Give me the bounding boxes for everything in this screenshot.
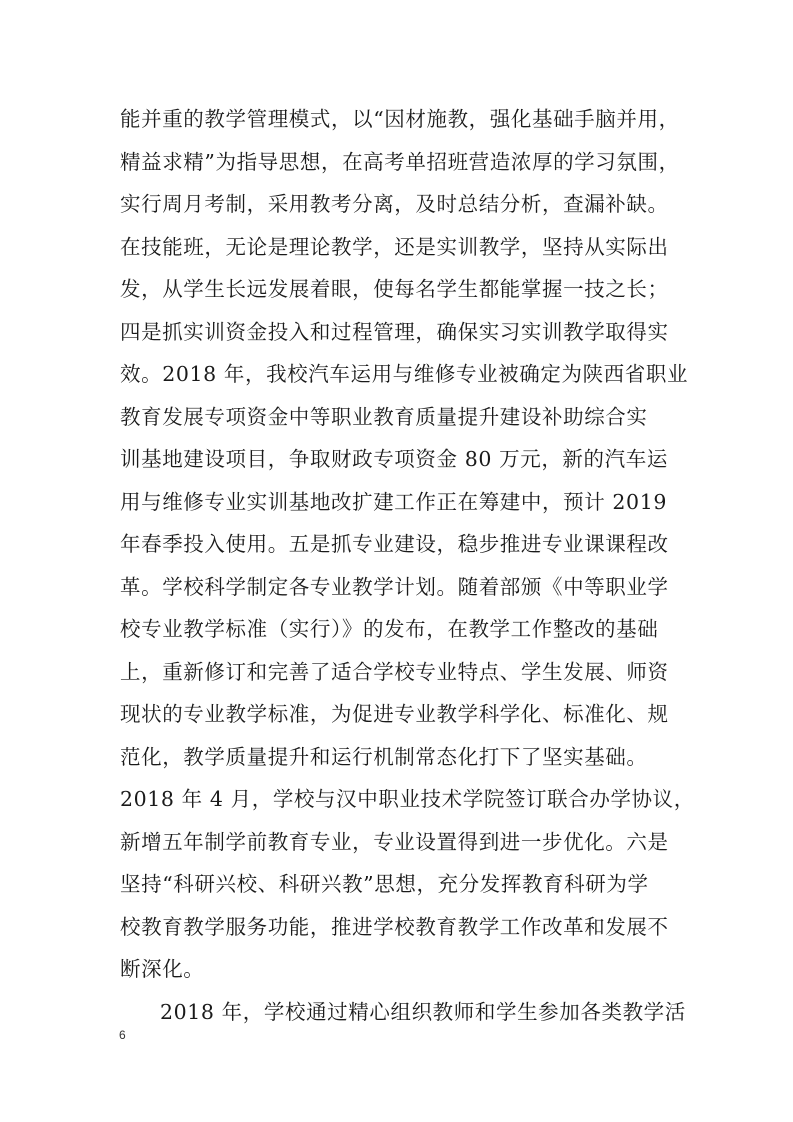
text-line: 上，重新修订和完善了适合学校专业特点、学生发展、师资: [120, 659, 669, 684]
text-line: 新增五年制学前教育专业，专业设置得到进一步优化。六是: [120, 829, 669, 854]
text-line: 实行周月考制，采用教考分离，及时总结分析，查漏补缺。: [120, 192, 669, 216]
text-line: 现状的专业教学标准，为促进专业教学科学化、标准化、规: [120, 702, 669, 726]
text-line: 2018 年 4 月，学校与汉中职业技术学院签订联合办学协议，: [120, 787, 695, 811]
text-line: 效。2018 年，我校汽车运用与维修专业被确定为陕西省职业: [120, 362, 689, 386]
text-line: 四是抓实训资金投入和过程管理，确保实习实训教学取得实: [120, 319, 669, 344]
text-line: 能并重的教学管理模式，以“因材施教，强化基础手脑并用，: [120, 107, 680, 131]
text-line: 校专业教学标准（实行）》的发布，在教学工作整改的基础: [120, 617, 659, 641]
text-line: 断深化。: [120, 957, 205, 981]
text-line: 坚持“科研兴校、科研兴教”思想，充分发挥教育科研为学: [120, 872, 649, 896]
text-line: 发，从学生长远发展着眼，使每名学生都能掌握一技之长；: [120, 277, 669, 301]
text-line: 范化，教学质量提升和运行机制常态化打下了坚实基础。: [120, 744, 648, 769]
text-line: 精益求精”为指导思想，在高考单招班营造浓厚的学习氛围，: [120, 149, 680, 174]
body-paragraph: [120, 98, 695, 1033]
text-line: 年春季投入使用。五是抓专业建设，稳步推进专业课课程改: [120, 532, 669, 556]
text-line: 在技能班，无论是理论教学，还是实训教学，坚持从实际出: [120, 234, 669, 259]
text-line: 用与维修专业实训基地改扩建工作正在筹建中，预计 2019: [120, 489, 667, 514]
next-paragraph-first-line: 2018 年，学校通过精心组织教师和学生参加各类教学活: [160, 999, 686, 1024]
text-line: 训基地建设项目，争取财政专项资金 80 万元，新的汽车运: [120, 447, 668, 471]
page-number: 6: [119, 1028, 126, 1042]
text-line: 教育发展专项资金中等职业教育质量提升建设补助综合实: [120, 404, 648, 429]
text-line: 革。学校科学制定各专业教学计划。随着部颁《中等职业学: [120, 574, 669, 599]
text-line: 校教育教学服务功能，推进学校教育教学工作改革和发展不: [120, 914, 669, 939]
